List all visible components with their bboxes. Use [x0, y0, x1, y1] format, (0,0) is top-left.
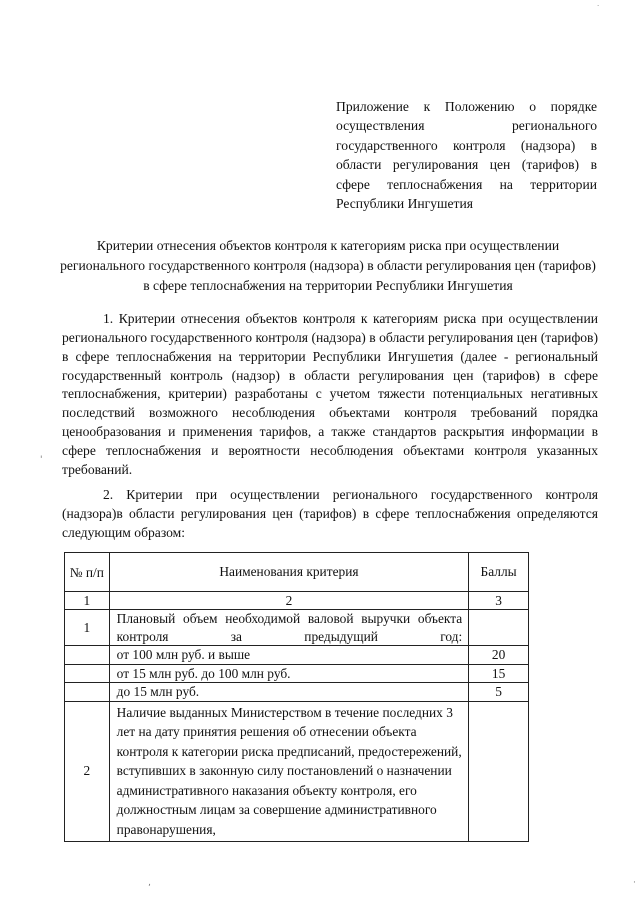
table-row	[65, 664, 529, 683]
paragraph-1: 1. Критерии отнесения объектов контроля к категориям риска при осуществлении регионального государственного контроля (надзора) в области регулирования цен (тарифов) в сфере теплоснабжения на территории Республики Ингушетия (далее - региональный государственный контроль (надзор) в области регулирования цен (тарифов) в сфере теплоснабжения, критерии) разработаны с учетом тяжести потенциальных негативных последствий возможного несоблюдения объектами контроля требований порядка ценообразования и применения тарифов, а также стандартов раскрытия информации в сфере теплоснабжения и вероятности несоблюдения объектами контроля указанных требований.	[62, 311, 598, 477]
criterion-name: Плановый объем необходимой валовой выручки объекта контроля за предыдущий год:	[109, 610, 469, 646]
index-cell: 3	[469, 592, 529, 610]
scan-speck: '	[40, 455, 43, 465]
table-index-row	[65, 592, 529, 610]
document-title: Критерии отнесения объектов контроля к категориям риска при осуществлении регионального государственного контроля (надзора) в области регулирования цен (тарифов) в сфере теплоснабжения на территории Республики Ингушетия	[60, 238, 596, 293]
scan-speck: ‚	[148, 878, 151, 888]
criterion-score: 20	[469, 646, 529, 665]
table-header-row	[65, 553, 529, 592]
paragraph-2: 2. Критерии при осуществлении регионального государственного контроля (надзора)в области регулирования цен (тарифов) в сфере теплоснабжения определяются следующим образом:	[62, 487, 598, 540]
criteria-table	[64, 552, 529, 842]
criterion-number: 1	[65, 610, 110, 646]
index-cell: 2	[109, 592, 469, 610]
criterion-score: 5	[469, 683, 529, 702]
appendix-caption: Приложение к Положению о порядке осуществления регионального государственного контроля (надзора) в области регулирования цен (тарифов) в сфере теплоснабжения на территории Республики Ингушетия	[336, 99, 597, 212]
criterion-name: Наличие выданных Министерством в течение последних 3 лет на дату принятия решения об отнесении объекта контроля к категории риска предписаний, предостережений, вступивших в законную силу постановлений о назначении административного наказания объекту контроля, его должностным лицам за совершение административного правонарушения,	[109, 701, 469, 841]
header-number: № п/п	[65, 553, 110, 592]
scan-speck: ·	[633, 878, 636, 888]
criterion-option: от 100 млн руб. и выше	[109, 646, 469, 665]
index-cell: 1	[65, 592, 110, 610]
criterion-number	[65, 664, 110, 683]
scan-speck: ·	[597, 2, 600, 10]
criterion-option: до 15 млн руб.	[109, 683, 469, 702]
criterion-score: 15	[469, 664, 529, 683]
criterion-option: от 15 млн руб. до 100 млн руб.	[109, 664, 469, 683]
criterion-number	[65, 683, 110, 702]
criterion-number	[65, 646, 110, 665]
criterion-score	[469, 610, 529, 646]
criterion-number: 2	[65, 701, 110, 841]
criterion-score	[469, 701, 529, 841]
table-row	[65, 610, 529, 646]
table-row	[65, 646, 529, 665]
header-criterion-name: Наименования критерия	[109, 553, 469, 592]
header-score: Баллы	[469, 553, 529, 592]
table-row	[65, 683, 529, 702]
table-row	[65, 701, 529, 841]
